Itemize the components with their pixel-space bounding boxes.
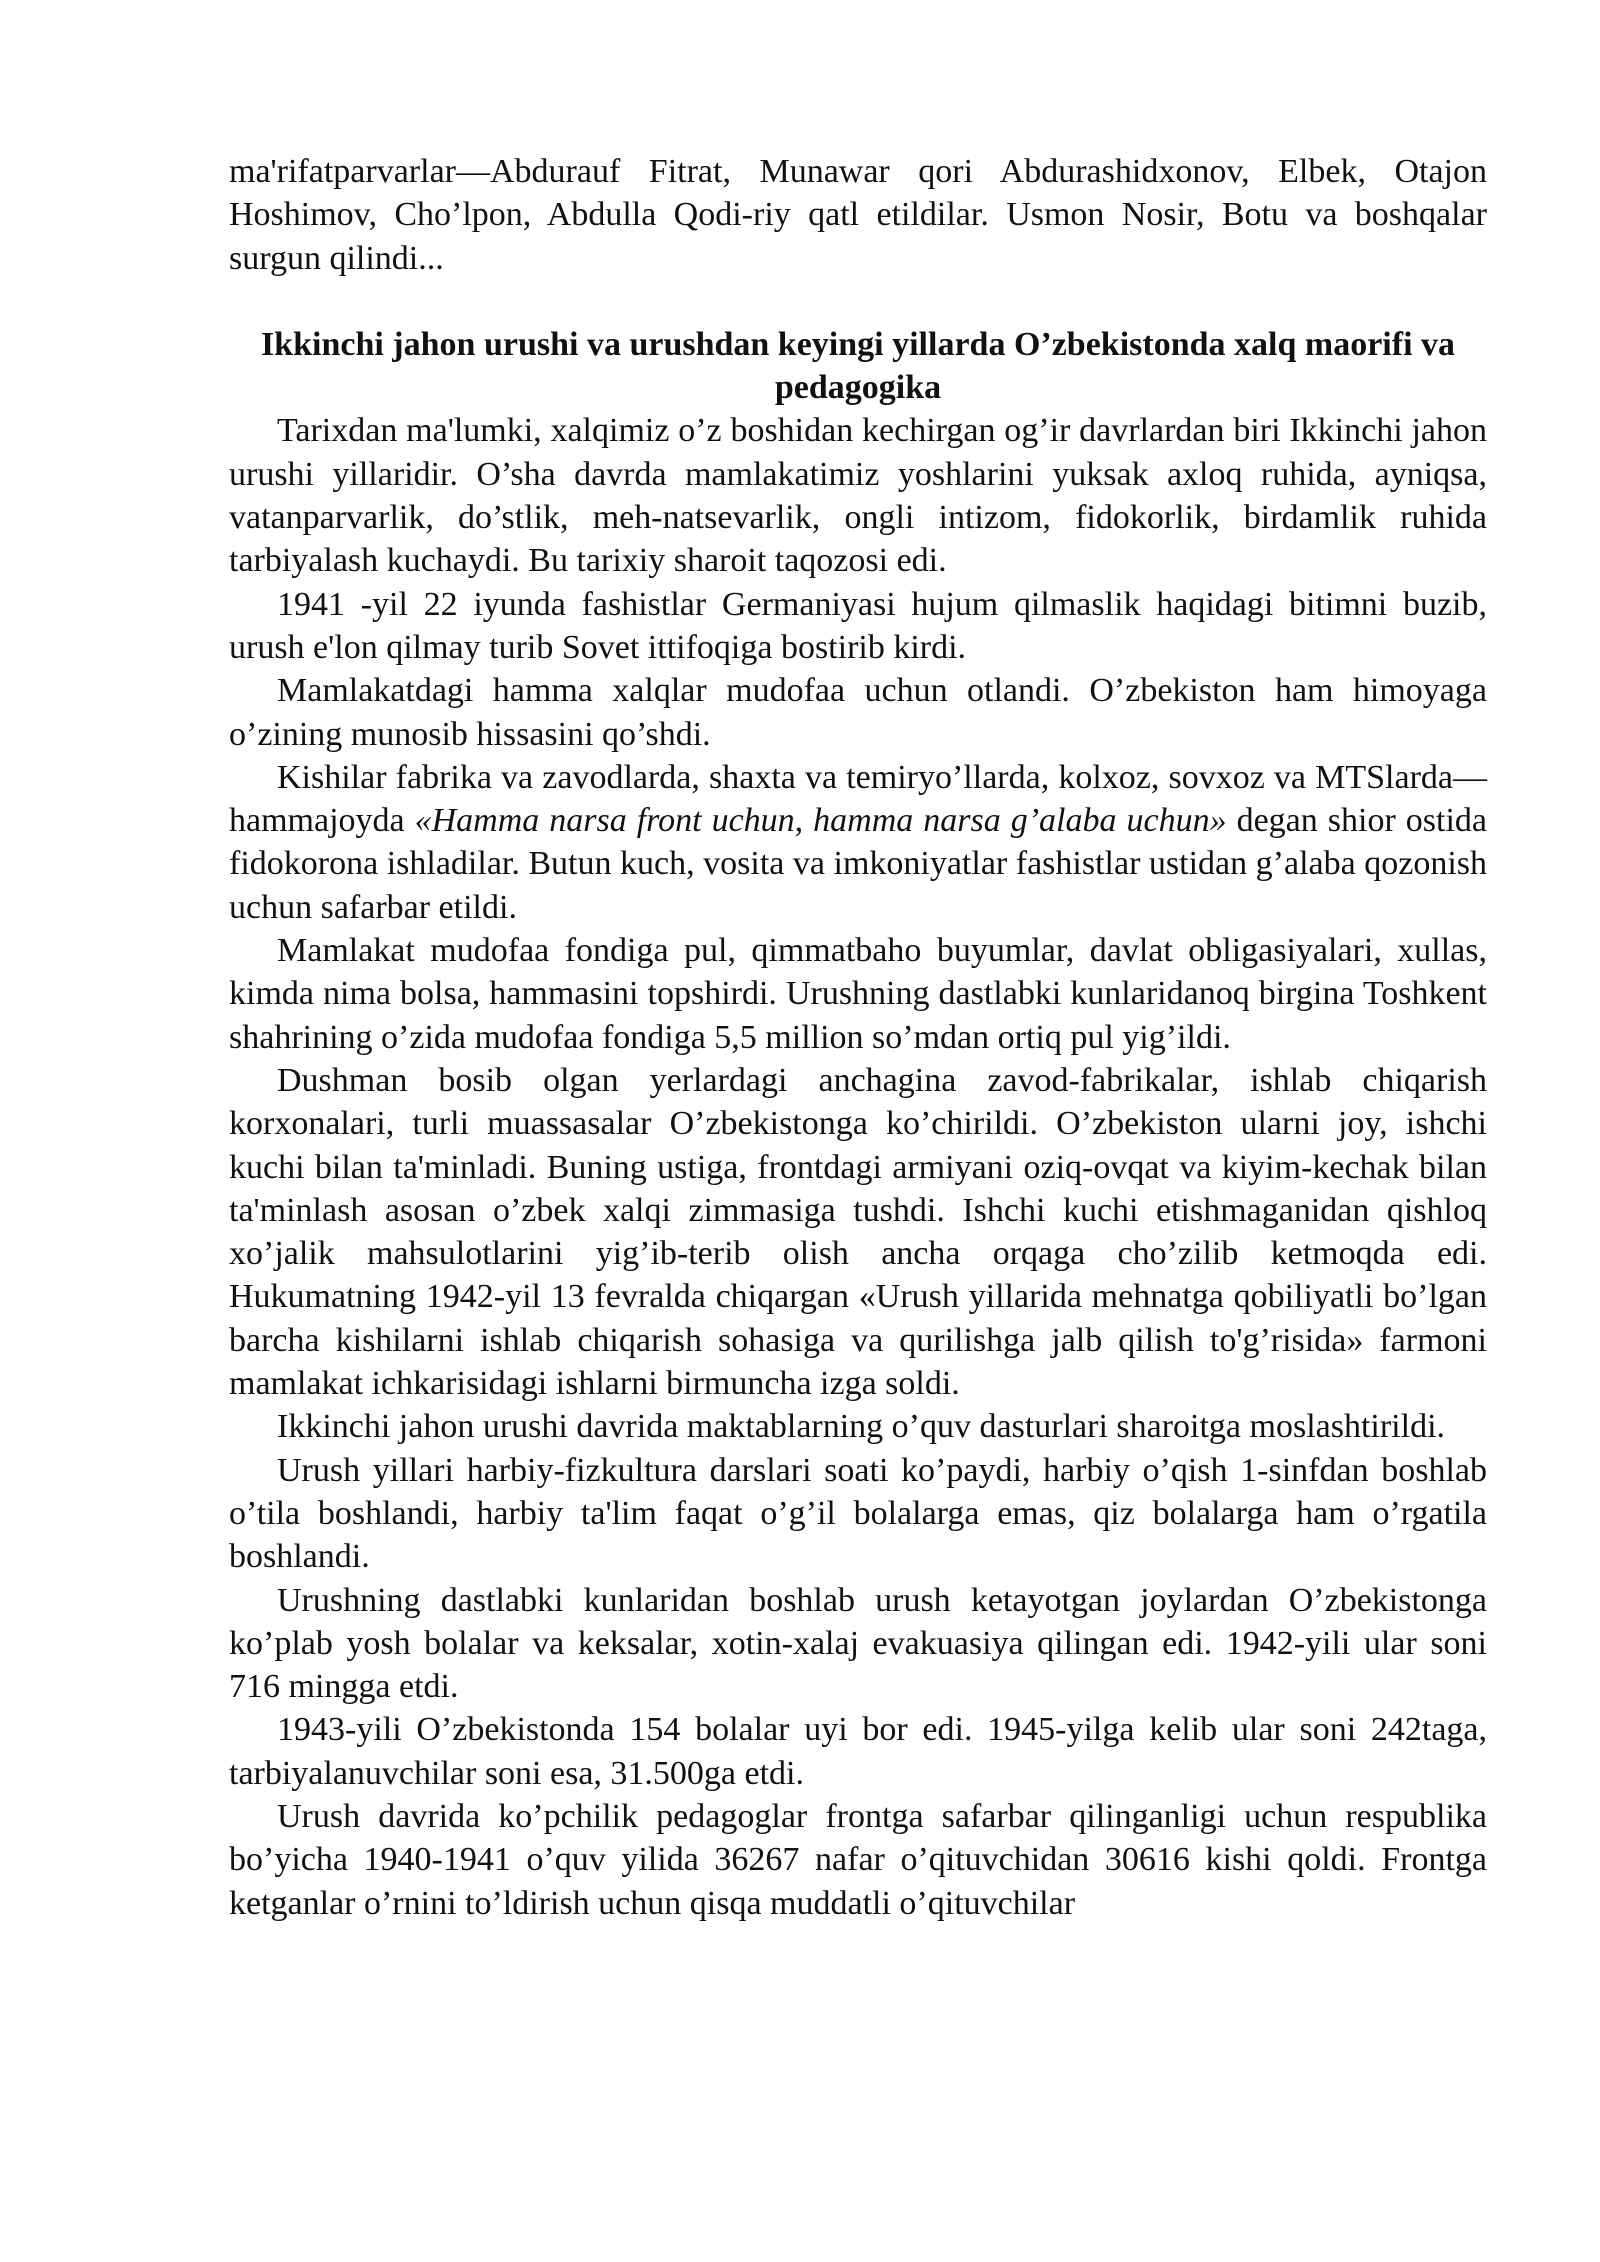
body-paragraph: Urush davrida ko’pchilik pedagoglar frontga safarbar qilinganligi uchun respublika bo’yicha 1940-1941 o’quv yilida 36267 nafar o’qituvchidan 30616 kishi qoldi. Frontga ketganlar o’rnini to’ldirish uchun qisqa muddatli o’qituvchilar xyxy=(229,1797,1487,1922)
section-heading: Ikkinchi jahon urushi va urushdan keyingi yillarda O’zbekistonda xalq maorifi va pedagogika xyxy=(260,325,1456,407)
body-paragraph: Urush yillari harbiy-fizkultura darslari soati ko’paydi, harbiy o’qish 1-sinfdan boshlab o’tila boshlandi, harbiy ta'lim faqat o’g’il bolalarga emas, qiz bolalarga ham o’rgatila boshlandi. xyxy=(229,1451,1487,1576)
slogan-paragraph-after: degan shior ostida fidokorona ishladilar. Butun kuch, vosita va imkoniyatlar fashistlar ustidan g’alaba qozonish uchun safarbar etildi. xyxy=(229,802,1487,926)
body-paragraph: Dushman bosib olgan yerlardagi anchagina zavod-fabrikalar, ishlab chiqarish korxonalari, turli muassasalar O’zbekistonga ko’chirildi. O’zbekiston ularni joy, ishchi kuchi bilan ta'minladi. Buning ustiga, frontdagi armiyani oziq-ovqat va kiyim-kechak bilan ta'minlash asosan o’zbek xalqi zimmasiga tushdi. Ishchi kuchi etishmaganidan qishloq xo’jalik mahsulotlarini yig’ib-terib olish ancha orqaga cho’zilib ketmoqda edi. Hukumatning 1942-yil 13 fevralda chiqargan «Urush yillarida mehnatga qobiliyatli bo’lgan barcha kishilarni ishlab chiqarish sohasiga va qurilishga jalb qilish to'g’risida» farmoni mamlakat ichkarisidagi ishlarni birmuncha izga soldi. xyxy=(229,1061,1487,1403)
body-paragraph: Ikkinchi jahon urushi davrida maktablarning o’quv dasturlari sharoitga moslashtirildi. xyxy=(277,1408,1446,1446)
slogan-paragraph-before: Kishilar fabrika va zavodlarda, shaxta va temiryo’llarda, kolxoz, sovxoz va MTSlarda—hammajoyda xyxy=(229,758,1487,840)
body-paragraph: 1943-yili O’zbekistonda 154 bolalar uyi bor edi. 1945-yilga kelib ular soni 242taga, tarbiyalanuvchilar soni esa, 31.500ga etdi. xyxy=(229,1711,1487,1792)
body-paragraph: Mamlakatdagi hamma xalqlar mudofaa uchun otlandi. O’zbekiston ham himoyaga o’zining munosib hissasini qo’shdi. xyxy=(229,672,1487,753)
slogan-quote: «Hamma narsa front uchun, hamma narsa g’alaba uchun» xyxy=(414,802,1227,840)
body-paragraph: 1941 -yil 22 iyunda fashistlar Germaniyasi hujum qilmaslik haqidagi bitimni buzib, urush e'lon qilmay turib Sovet ittifoqiga bostirib kirdi. xyxy=(229,585,1487,666)
opening-paragraph: ma'rifatparvarlar—Abdurauf Fitrat, Munawar qori Abdurashidxonov, Elbek, Otajon Hoshimov, Cho’lpon, Abdulla Qodi-riy qatl etildilar. Usmon Nosir, Botu va boshqalar surgun qilindi... xyxy=(229,153,1487,277)
slogan-paragraph xyxy=(229,756,1487,929)
body-paragraph: Mamlakat mudofaa fondiga pul, qimmatbaho buyumlar, davlat obligasiyalari, xullas, kimda nima bolsa, hammasini topshirdi. Urushning dastlabki kunlaridanoq birgina Toshkent shahrining o’zida mudofaa fondiga 5,5 million so’mdan ortiq pul yig’ildi. xyxy=(229,932,1487,1056)
body-paragraph: Urushning dastlabki kunlaridan boshlab urush ketayotgan joylardan O’zbekistonga ko’plab yosh bolalar va keksalar, xotin-xalaj evakuasiya qilingan edi. 1942-yili ular soni 716 mingga etdi. xyxy=(229,1581,1487,1706)
document-page xyxy=(229,150,1487,1925)
body-paragraph: Tarixdan ma'lumki, xalqimiz o’z boshidan kechirgan og’ir davrlardan biri Ikkinchi jahon urushi yillaridir. O’sha davrda mamlakatimiz yoshlarini yuksak axloq ruhida, ayniqsa, vatanparvarlik, do’stlik, meh-natsevarlik, ongli intizom, fidokorlik, birdamlik ruhida tarbiyalash kuchaydi. Bu tarixiy sharoit taqozosi edi. xyxy=(229,412,1487,580)
